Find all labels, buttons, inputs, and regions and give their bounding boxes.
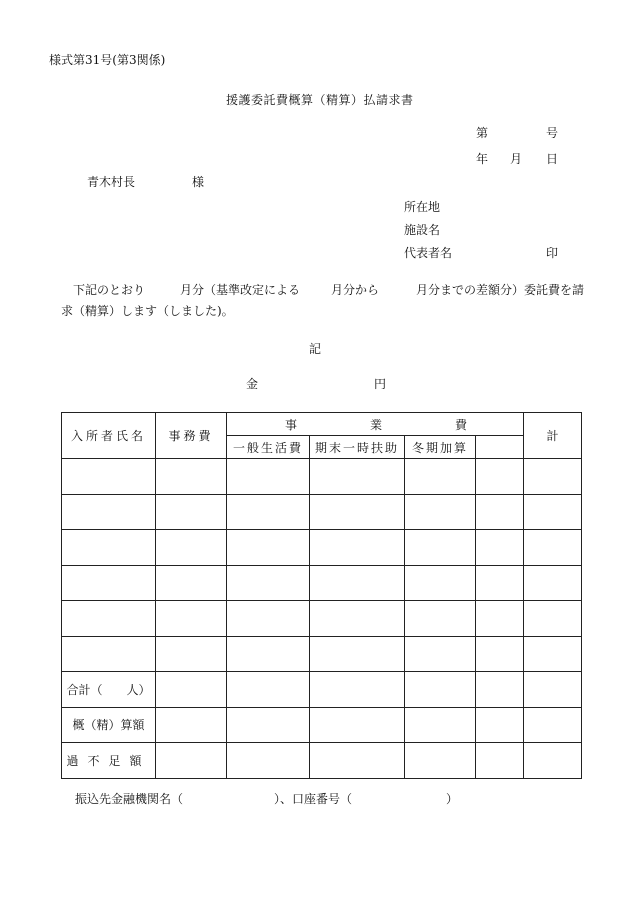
cell-blank[interactable] xyxy=(476,743,524,779)
table-row xyxy=(62,636,582,672)
table-row xyxy=(62,565,582,601)
cell-winter[interactable] xyxy=(405,672,476,708)
cell-year-end[interactable] xyxy=(310,459,405,495)
cell-living[interactable] xyxy=(227,743,310,779)
table-row xyxy=(62,459,582,495)
cell-resident[interactable] xyxy=(62,459,156,495)
cell-winter[interactable] xyxy=(405,601,476,637)
cell-winter[interactable] xyxy=(405,707,476,743)
cell-blank[interactable] xyxy=(476,565,524,601)
footer-close-paren: ） xyxy=(446,792,459,806)
row-label-estimate: 概（精）算額 xyxy=(62,707,156,743)
cell-total[interactable] xyxy=(524,530,582,566)
total-row xyxy=(62,672,582,708)
cell-blank[interactable] xyxy=(476,494,524,530)
header-office-cost: 事務費 xyxy=(156,413,227,459)
cell-winter[interactable] xyxy=(405,636,476,672)
cell-total[interactable] xyxy=(524,459,582,495)
cell-resident[interactable] xyxy=(62,530,156,566)
header-general-living: 一般生活費 xyxy=(227,436,310,459)
cell-office[interactable] xyxy=(156,530,227,566)
account-label: ）、口座番号（ xyxy=(274,792,353,806)
cell-year-end[interactable] xyxy=(310,672,405,708)
cell-total[interactable] xyxy=(524,494,582,530)
cell-blank[interactable] xyxy=(476,601,524,637)
cell-office[interactable] xyxy=(156,636,227,672)
difference-row xyxy=(62,743,582,779)
cell-year-end[interactable] xyxy=(310,743,405,779)
cell-living[interactable] xyxy=(227,530,310,566)
cell-living[interactable] xyxy=(227,494,310,530)
cell-winter[interactable] xyxy=(405,530,476,566)
date-day: 日 xyxy=(546,152,559,166)
cell-living[interactable] xyxy=(227,672,310,708)
document-title: 援護委託費概算（精算）払請求書 xyxy=(226,93,414,107)
cell-blank[interactable] xyxy=(476,636,524,672)
sender-facility-label: 施設名 xyxy=(404,223,441,237)
ki-marker: 記 xyxy=(309,342,322,356)
cell-office[interactable] xyxy=(156,459,227,495)
body-line1-part4: 月分までの差額分）委託費を請 xyxy=(416,283,585,297)
cell-total[interactable] xyxy=(524,565,582,601)
table-row xyxy=(62,530,582,566)
header-blank xyxy=(476,436,524,459)
cell-office[interactable] xyxy=(156,601,227,637)
addressee-honorific: 様 xyxy=(192,175,205,189)
cell-year-end[interactable] xyxy=(310,530,405,566)
cell-total[interactable] xyxy=(524,672,582,708)
body-line2: 求（精算）します（しました)。 xyxy=(61,304,234,318)
claim-table xyxy=(61,412,582,779)
header-winter-addition: 冬期加算 xyxy=(405,436,476,459)
cell-blank[interactable] xyxy=(476,530,524,566)
cell-resident[interactable] xyxy=(62,636,156,672)
cell-resident[interactable] xyxy=(62,565,156,601)
header-business-char-1: 事 xyxy=(285,417,298,432)
cell-office[interactable] xyxy=(156,672,227,708)
addressee-name: 青木村長 xyxy=(87,175,136,189)
cell-blank[interactable] xyxy=(476,459,524,495)
cell-living[interactable] xyxy=(227,707,310,743)
cell-year-end[interactable] xyxy=(310,601,405,637)
sender-representative-label: 代表者名 xyxy=(404,246,453,260)
sender-address-label: 所在地 xyxy=(404,200,441,214)
cell-living[interactable] xyxy=(227,601,310,637)
amount-unit: 円 xyxy=(374,377,387,391)
row-label-difference: 過不足額 xyxy=(62,743,156,779)
cell-office[interactable] xyxy=(156,743,227,779)
cell-living[interactable] xyxy=(227,459,310,495)
cell-total[interactable] xyxy=(524,743,582,779)
amount-label: 金 xyxy=(246,377,259,391)
cell-year-end[interactable] xyxy=(310,636,405,672)
form-number: 様式第31号(第3関係) xyxy=(49,53,166,67)
cell-blank[interactable] xyxy=(476,707,524,743)
bank-label: 振込先金融機関名（ xyxy=(75,792,184,806)
header-year-end-support: 期末一時扶助 xyxy=(310,436,405,459)
doc-no-dai: 第 xyxy=(476,126,489,140)
cell-year-end[interactable] xyxy=(310,565,405,601)
row-label-total: 合計（ 人） xyxy=(62,672,156,708)
cell-year-end[interactable] xyxy=(310,494,405,530)
cell-total[interactable] xyxy=(524,636,582,672)
date-year: 年 xyxy=(476,152,489,166)
cell-winter[interactable] xyxy=(405,565,476,601)
cell-office[interactable] xyxy=(156,565,227,601)
cell-resident[interactable] xyxy=(62,601,156,637)
header-business-cost xyxy=(227,413,524,436)
date-month: 月 xyxy=(510,152,523,166)
cell-winter[interactable] xyxy=(405,743,476,779)
cell-winter[interactable] xyxy=(405,459,476,495)
table-row xyxy=(62,601,582,637)
estimate-row xyxy=(62,707,582,743)
doc-no-go: 号 xyxy=(546,126,559,140)
cell-resident[interactable] xyxy=(62,494,156,530)
cell-total[interactable] xyxy=(524,601,582,637)
body-line1-part2: 月分（基準改定による xyxy=(180,283,301,297)
cell-office[interactable] xyxy=(156,494,227,530)
header-business-char-3: 費 xyxy=(454,417,467,432)
body-line1-part1: 下記のとおり xyxy=(73,283,146,297)
cell-winter[interactable] xyxy=(405,494,476,530)
cell-living[interactable] xyxy=(227,636,310,672)
cell-living[interactable] xyxy=(227,565,310,601)
header-business-char-2: 業 xyxy=(369,417,382,432)
header-total: 計 xyxy=(524,413,582,459)
cell-total[interactable] xyxy=(524,707,582,743)
cell-year-end[interactable] xyxy=(310,707,405,743)
header-resident-name: 入所者氏名 xyxy=(62,413,156,459)
seal-mark: 印 xyxy=(546,246,559,260)
cell-blank[interactable] xyxy=(476,672,524,708)
cell-office[interactable] xyxy=(156,707,227,743)
body-line1-part3: 月分から xyxy=(331,283,380,297)
table-row xyxy=(62,494,582,530)
